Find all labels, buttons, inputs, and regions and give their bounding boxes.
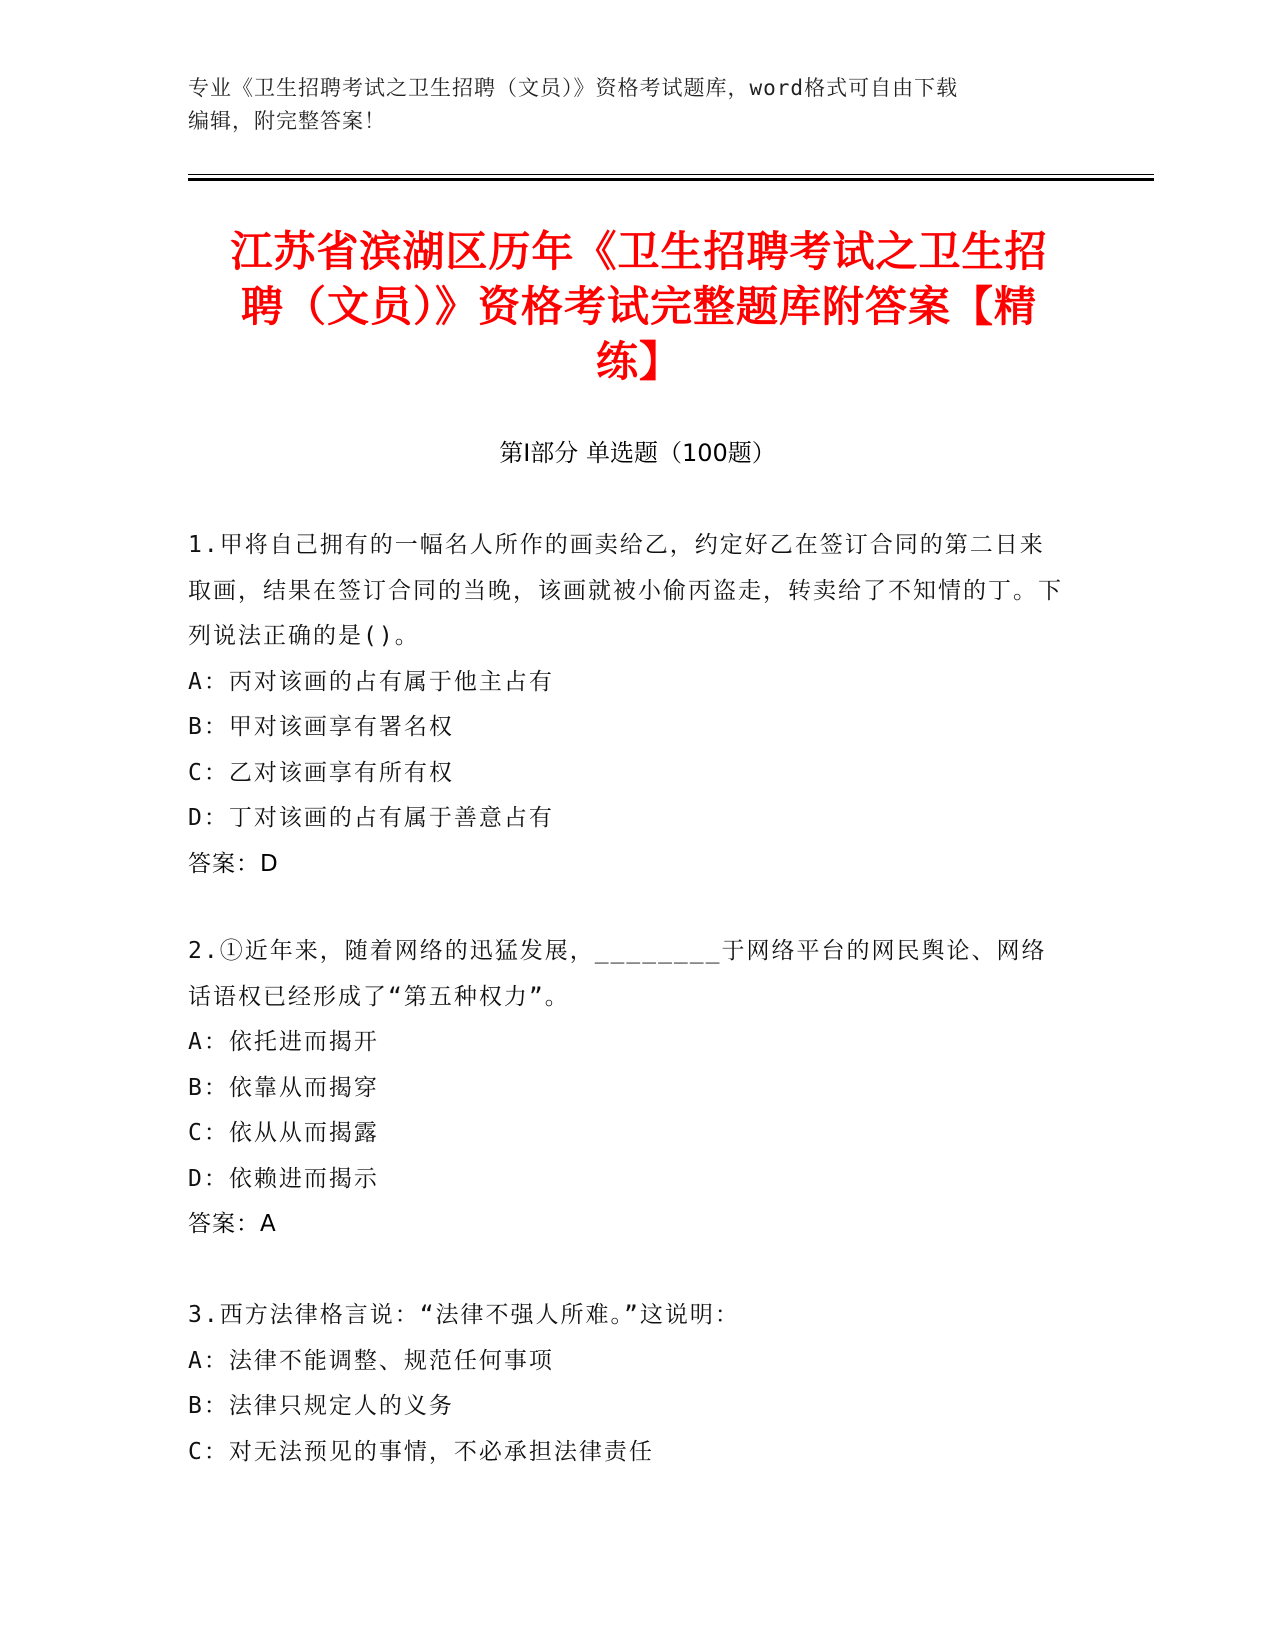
section-heading: 第Ⅰ部分 单选题（100题） bbox=[499, 439, 776, 467]
question-stem: 2.①近年来，随着网络的迅猛发展，________于网络平台的网民舆论、网络话语权已经形成了“第五种权力”。 bbox=[188, 938, 1047, 1010]
question-stem: 1.甲将自己拥有的一幅名人所作的画卖给乙，约定好乙在签订合同的第二日来取画，结果在签订合同的当晚，该画就被小偷丙盗走，转卖给了不知情的丁。下列说法正确的是()。 bbox=[188, 532, 1063, 649]
title-line-3: 练】 bbox=[595, 337, 682, 386]
option-c: C：依从从而揭露 bbox=[188, 1120, 379, 1146]
title-line-1: 江苏省滨湖区历年《卫生招聘考试之卫生招 bbox=[230, 227, 1048, 276]
option-c: C：乙对该画享有所有权 bbox=[188, 759, 454, 786]
option-b: B：甲对该画享有署名权 bbox=[188, 714, 454, 740]
answer-line: 答案：D bbox=[188, 850, 279, 877]
option-b: B：依靠从而揭穿 bbox=[188, 1074, 379, 1101]
answer-line: 答案：A bbox=[188, 1211, 277, 1237]
question-1 bbox=[188, 523, 1068, 887]
question-stem: 3.西方法律格言说：“法律不强人所难。”这说明： bbox=[188, 1302, 740, 1328]
option-c: C：对无法预见的事情，不必承担法律责任 bbox=[188, 1438, 654, 1465]
header-divider-thick bbox=[188, 178, 1154, 181]
option-a: A：丙对该画的占有属于他主占有 bbox=[188, 668, 554, 695]
document-title bbox=[195, 224, 1083, 389]
header-line-2: 编辑，附完整答案！ bbox=[188, 109, 386, 133]
header-line-1: 专业《卫生招聘考试之卫生招聘（文员）》资格考试题库，word格式可自由下载 bbox=[188, 76, 959, 100]
question-2 bbox=[188, 929, 1068, 1248]
option-b: B：法律只规定人的义务 bbox=[188, 1393, 454, 1419]
option-d: D：丁对该画的占有属于善意占有 bbox=[188, 805, 554, 831]
option-d: D：依赖进而揭示 bbox=[188, 1165, 379, 1192]
title-line-2: 聘（文员）》资格考试完整题库附答案【精 bbox=[240, 282, 1037, 331]
question-3 bbox=[188, 1293, 1068, 1475]
option-a: A：法律不能调整、规范任何事项 bbox=[188, 1347, 554, 1374]
option-a: A：依托进而揭开 bbox=[188, 1029, 379, 1055]
document-header bbox=[188, 72, 1068, 138]
header-divider-thin bbox=[188, 174, 1154, 175]
